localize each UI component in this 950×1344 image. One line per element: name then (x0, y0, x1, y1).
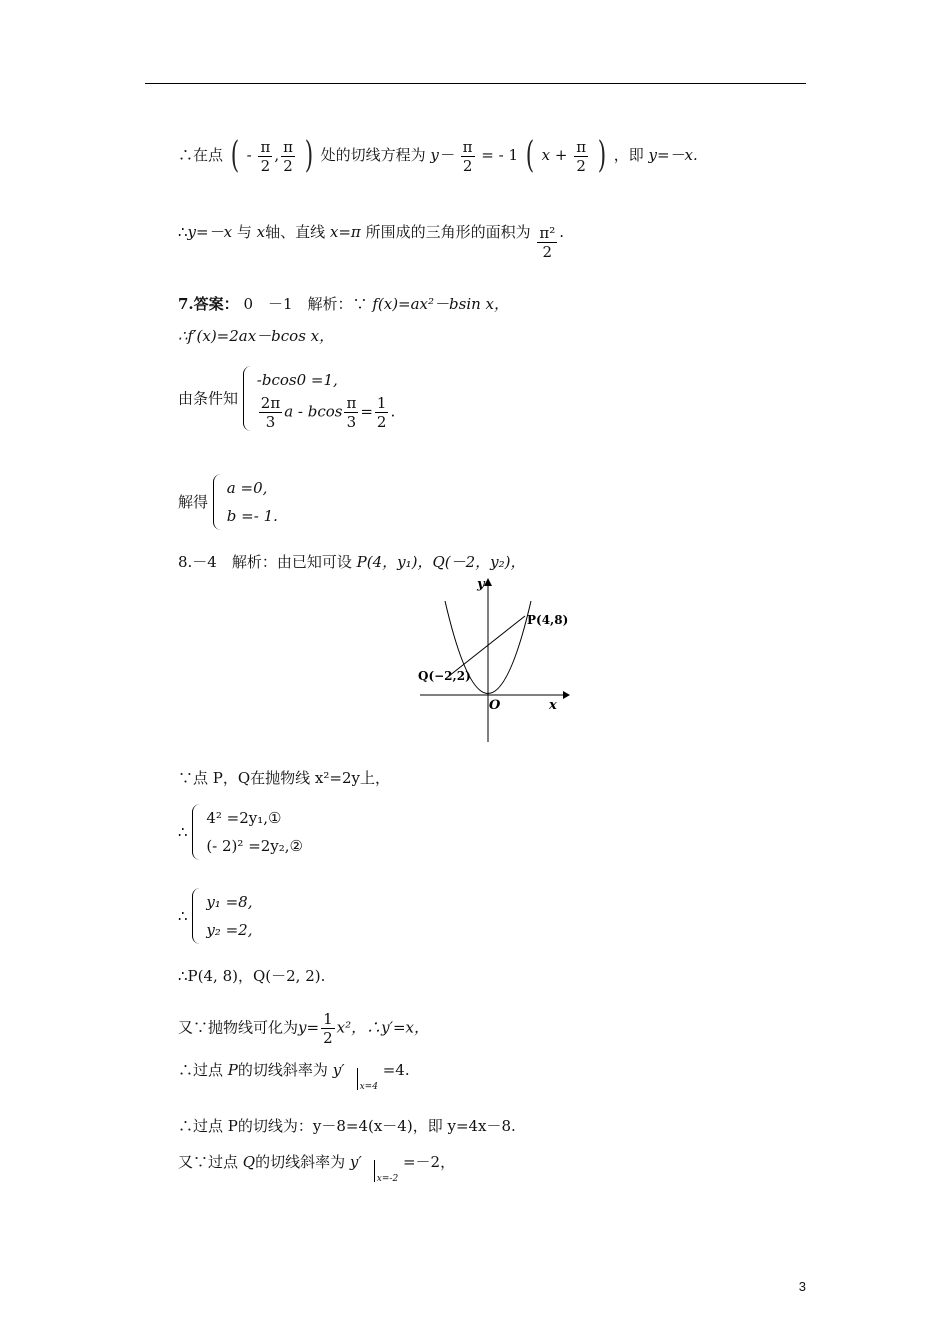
equation-row: y₁ =8, (206, 893, 253, 911)
point-q-label: Q(−2,2) (418, 669, 471, 683)
tangent-equation-line (178, 136, 698, 176)
math-text: ∴f′(x)=2ax－bcos x， (178, 327, 335, 345)
math-text: Q (242, 1153, 256, 1171)
fraction-1-over-2 (375, 394, 389, 431)
denominator: 2 (542, 243, 553, 261)
period: . (390, 402, 396, 421)
denominator: 2 (576, 156, 586, 175)
text: 与 (236, 223, 252, 241)
text: 处的切线方程为 (320, 146, 426, 164)
math-text: x=π (329, 223, 361, 241)
math-text: P (227, 1061, 238, 1079)
brace (213, 474, 224, 530)
text: ∴在点 (178, 146, 224, 164)
origin-label: O (489, 698, 501, 713)
equation-row (257, 394, 395, 431)
brace (192, 804, 203, 860)
denominator: 2 (323, 1029, 333, 1047)
y-values-system-line (178, 888, 252, 944)
right-paren: ) (597, 135, 607, 176)
math-text: P(4，y₁)，Q(－2，y₂)， (356, 553, 526, 571)
denominator: 3 (265, 413, 276, 431)
text: ，即 (613, 146, 644, 164)
text: ∴ (178, 823, 188, 841)
tangent-at-p-line (178, 1116, 516, 1136)
denominator: 2 (376, 413, 387, 431)
equation-row: y₂ =2, (206, 921, 253, 939)
text: 又∵过点 (178, 1153, 239, 1171)
text: 由条件知 (178, 389, 239, 408)
math-text: - 1 (498, 146, 519, 164)
math-text: y′ (349, 1153, 362, 1171)
comma: , (274, 146, 280, 164)
math-text: y=－x. (648, 146, 698, 164)
math-text: ，∴y′=x， (351, 1018, 430, 1037)
text: 所围成的三角形的面积为 (365, 223, 531, 241)
numerator: π (462, 137, 473, 156)
text: 的切线斜率为 (255, 1153, 346, 1171)
equation-system (192, 888, 252, 944)
page-number: 3 (798, 1279, 806, 1294)
equation-system (243, 366, 395, 431)
equation-system (192, 804, 303, 860)
text: 8.－4 解析：由已知可设 (178, 553, 352, 571)
numerator: π² (539, 224, 556, 242)
math-text: a - bcos (284, 402, 343, 421)
answer-7-line (178, 294, 509, 314)
points-on-parabola-line (178, 768, 390, 788)
fraction-pi-sq-over-2 (537, 224, 557, 261)
text: ∴ (178, 223, 188, 241)
fraction-2pi-over-3 (259, 394, 282, 431)
numerator: 2π (260, 394, 281, 412)
denominator: 2 (283, 156, 293, 175)
fraction-1-over-2 (321, 1010, 335, 1047)
right-paren: ) (304, 135, 314, 176)
fraction-pi-over-2 (574, 138, 588, 175)
text: 的切线斜率为 (237, 1061, 328, 1079)
text: ∵点 P，Q在抛物线 x²=2y上， (178, 769, 390, 787)
y-axis-label: y (477, 577, 485, 592)
math-text: x² (336, 1018, 352, 1037)
denominator: 3 (346, 413, 357, 431)
substitution-system-line (178, 804, 303, 860)
left-paren: ( (230, 135, 240, 176)
slope-at-p-line (178, 1060, 410, 1090)
math-text: f(x)=ax²－bsin x， (372, 295, 510, 313)
numerator: π (576, 137, 587, 156)
numerator: 1 (323, 1010, 333, 1028)
evaluation-subscript: x=-2 (374, 1160, 398, 1182)
numerator: π (260, 137, 271, 156)
text: =4. (382, 1061, 410, 1079)
derivative-line (178, 326, 334, 346)
denominator: 2 (462, 156, 473, 175)
equation-row: b =- 1. (226, 507, 278, 525)
solution-system-line (178, 474, 278, 530)
fraction-pi-over-2 (461, 138, 475, 175)
triangle-area-line: ∴y=－x 与 x轴、直线 x=π 所围成的三角形的面积为 $\frac{\text{π²}}{2}$ . (178, 223, 565, 261)
secant-line-pq (449, 616, 525, 676)
text: 又∵抛物线可化为 (178, 1018, 299, 1037)
text: ∴ (178, 907, 188, 925)
x-axis-arrow (563, 691, 570, 699)
equals: = (481, 146, 494, 164)
text: ∴P(4, 8)，Q(－2, 2). (178, 967, 326, 985)
equation-row: a =0, (226, 479, 268, 497)
equation-system (213, 474, 278, 530)
text: 解得 (178, 493, 209, 511)
math-text: y=－x (187, 223, 233, 241)
equals: = (360, 402, 373, 421)
text: 轴、直线 (265, 223, 326, 241)
minus-sign: - (246, 146, 252, 164)
point-p-label: P(4,8) (527, 613, 569, 627)
parabola-rewrite-line (178, 1010, 429, 1047)
text: =－2， (402, 1153, 456, 1171)
math-text: y－ (430, 146, 454, 164)
numerator: π (283, 137, 293, 156)
y-axis-arrow (484, 578, 492, 586)
header-rule (145, 83, 806, 84)
answer-label: 7.答案： (178, 295, 239, 313)
text: ∴过点 P的切线为：y－8=4(x－4)，即 y=4x－8. (178, 1117, 516, 1135)
x-axis-label: x (549, 698, 557, 713)
condition-system-line (178, 366, 395, 431)
brace (192, 888, 203, 944)
text: ∴过点 (178, 1061, 224, 1079)
denominator: 2 (260, 156, 271, 175)
math-text: y= (298, 1018, 320, 1037)
points-result-line (178, 966, 325, 986)
equation-row: 4² =2y₁,① (206, 809, 282, 827)
left-paren: ( (525, 135, 535, 176)
numerator: 1 (376, 394, 387, 412)
parabola-figure (415, 576, 570, 744)
math-text: x (256, 223, 266, 241)
problem-8-line (178, 552, 526, 572)
brace (243, 366, 254, 431)
slope-at-q-line (178, 1152, 455, 1182)
equation-row: (- 2)² =2y₂,② (206, 837, 304, 855)
fraction-pi-over-3 (344, 394, 358, 431)
math-text: y′ (332, 1061, 345, 1079)
math-text: x + (541, 146, 568, 164)
fraction-pi-over-2 (281, 138, 295, 175)
evaluation-subscript: x=4 (357, 1068, 378, 1090)
text: 0 －1 解析：∵ (243, 295, 368, 313)
numerator: π (346, 394, 357, 412)
fraction-pi-over-2 (258, 138, 272, 175)
equation-row: -bcos0 =1, (256, 371, 338, 389)
